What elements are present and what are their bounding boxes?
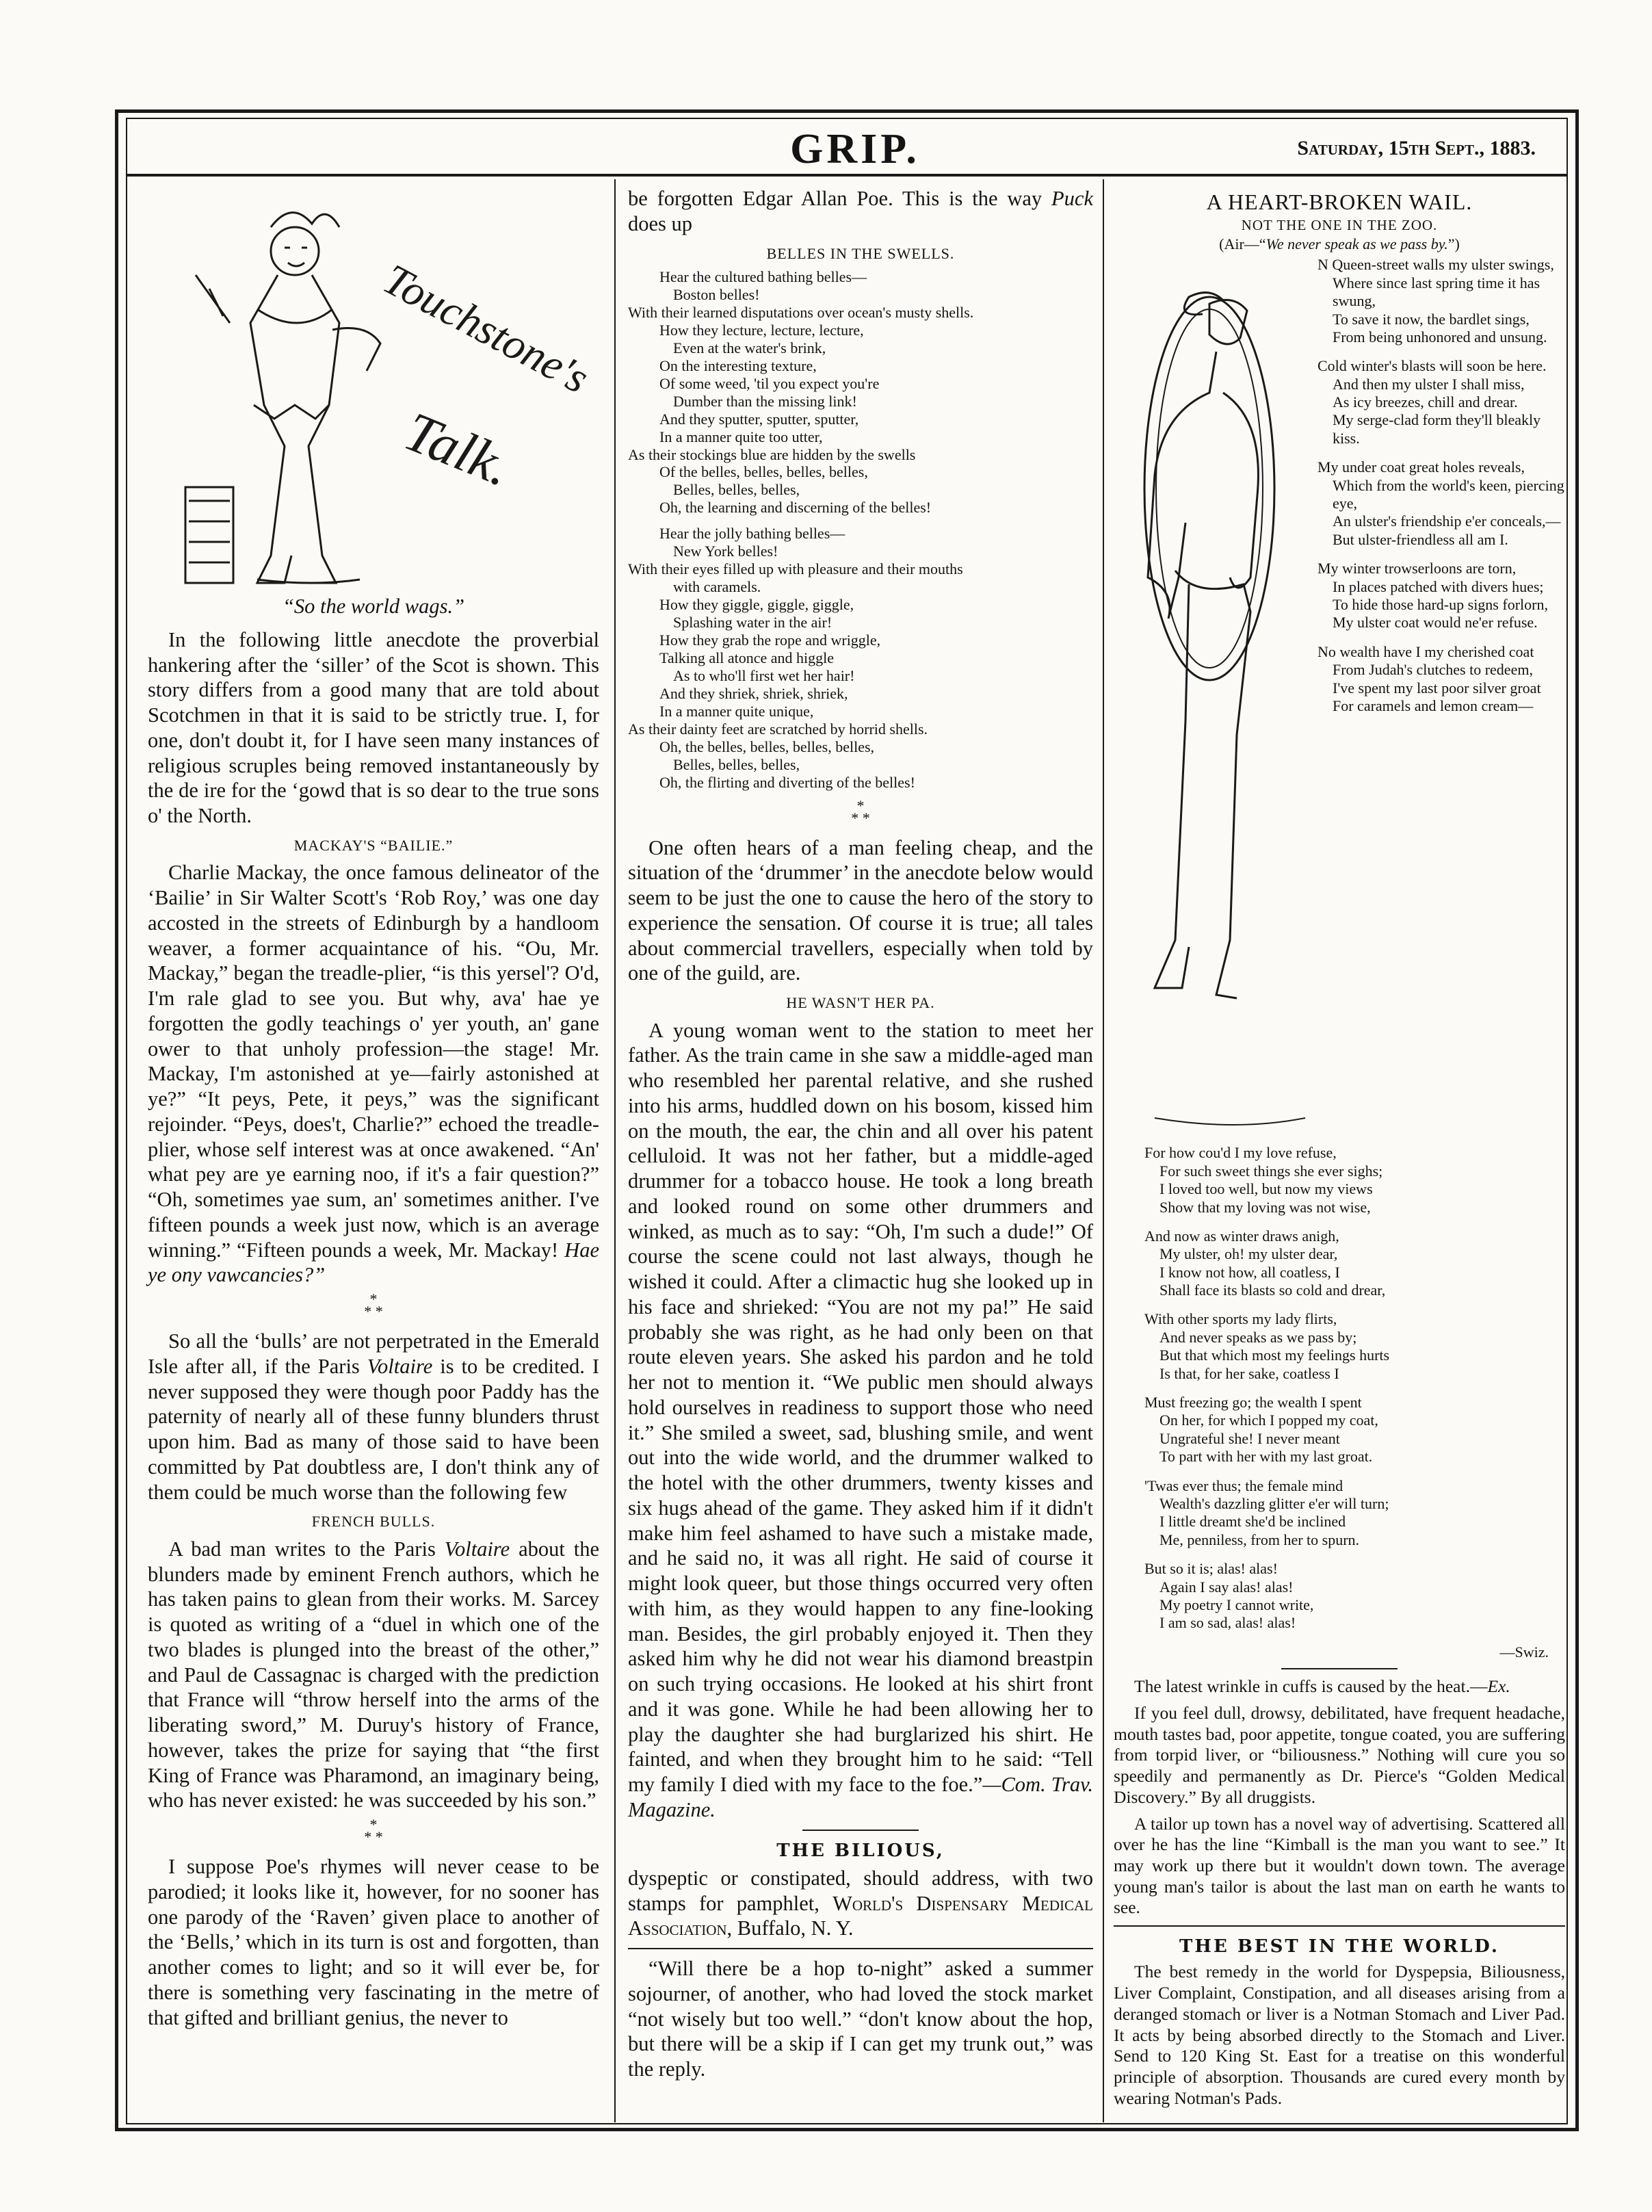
poem-line: Hear the cultured bathing belles— bbox=[659, 268, 867, 285]
poem-line: With their learned disputations over ocean's musty shells. bbox=[628, 303, 974, 321]
poem-stanza bbox=[1317, 256, 1565, 346]
poem-stanza bbox=[1317, 560, 1565, 632]
poem-line: As their dainty feet are scratched by horrid shells. bbox=[628, 720, 928, 738]
touchstone-illustration bbox=[175, 186, 597, 590]
poem-line: Talking all atonce and higgle bbox=[659, 649, 835, 667]
poem-line: From being unhonored and unsung. bbox=[1333, 328, 1547, 346]
poem-stanza bbox=[628, 525, 1093, 791]
poem-line: How they grab the rope and wriggle, bbox=[659, 632, 881, 649]
poem-line: How they lecture, lecture, lecture, bbox=[659, 321, 864, 339]
paragraph: If you feel dull, drowsy, debilitated, have frequent headache, mouth tastes bad, poor appetite, tongue coated, you are suffering from torpid liver, or “biliousness.” Nothing will cure you so speedily and permanently as Dr. Pierce's “Golden Medical Discovery.” By all druggists. bbox=[1114, 1702, 1565, 1807]
poem-line: My serge-clad form they'll bleakly kiss. bbox=[1333, 411, 1541, 447]
section-heading: BELLES IN THE SWELLS. bbox=[766, 244, 955, 262]
paragraph-text: The latest wrinkle in cuffs is caused by the heat.— bbox=[1134, 1676, 1488, 1697]
poem-line: Shall face its blasts so cold and drear, bbox=[1159, 1281, 1386, 1299]
paragraph bbox=[148, 1537, 599, 1813]
poem-subtitle: NOT THE ONE IN THE ZOO. bbox=[1241, 216, 1438, 233]
illustration-caption: “So the world wags.” bbox=[282, 595, 465, 618]
masthead-rule bbox=[126, 174, 1568, 177]
poem-line: Is that, for her sake, coatless I bbox=[1159, 1364, 1339, 1382]
man-at-mirror-illustration bbox=[1114, 256, 1319, 1144]
wail-block bbox=[1114, 256, 1565, 1144]
italic-text: Voltaire bbox=[367, 1354, 433, 1378]
poem-line: Again I say alas! alas! bbox=[1159, 1578, 1294, 1596]
talk-lettering: Talk. bbox=[396, 400, 521, 499]
poem-line: My under coat great holes reveals, bbox=[1317, 458, 1525, 476]
poem-line: With other sports my lady flirts, bbox=[1144, 1310, 1337, 1328]
asterism: * * * bbox=[364, 1816, 383, 1845]
paragraph-text: be forgotten Edgar Allan Poe. This is the way bbox=[628, 187, 1052, 210]
poem-line: With their eyes filled up with pleasure and their mouths bbox=[628, 560, 963, 578]
poem-line: 'Twas ever thus; the female mind bbox=[1144, 1476, 1343, 1494]
poem-line: Splashing water in the air! bbox=[673, 614, 832, 632]
section-heading: HE WASN'T HER PA. bbox=[786, 994, 935, 1012]
paragraph bbox=[628, 186, 1093, 237]
poem-line: Belles, belles, belles, bbox=[673, 755, 800, 773]
poem-stanzas-beside-art bbox=[1317, 256, 1565, 726]
poem-title: A HEART-BROKEN WAIL. bbox=[1206, 190, 1473, 214]
divider bbox=[1281, 1668, 1398, 1669]
poem-line: And they sputter, sputter, sputter, bbox=[659, 410, 859, 428]
source-credit: —Com. Trav. Magazine. bbox=[628, 1773, 1093, 1821]
poem-line: Me, penniless, from her to spurn. bbox=[1159, 1531, 1360, 1548]
source-credit: Ex. bbox=[1487, 1676, 1510, 1697]
column-2 bbox=[628, 186, 1093, 2087]
poem-line: Of the belles, belles, belles, belles, bbox=[659, 463, 868, 481]
poem-stanza bbox=[1144, 1227, 1565, 1300]
poem-line: On the interesting texture, bbox=[659, 356, 817, 374]
advertisement-heading: THE BILIOUS, bbox=[776, 1840, 945, 1861]
paragraph: A tailor up town has a novel way of advertising. Scattered all over he has the line “Kimball is the man you want to see.” It may work up there but it wouldn't down town. The average young man's tailor is about the last man on earth he wants to see. bbox=[1114, 1813, 1565, 1918]
paragraph-text: does up bbox=[628, 211, 693, 235]
paragraph-text: , Buffalo, N. Y. bbox=[726, 1916, 854, 1940]
poem-line: In a manner quite too utter, bbox=[659, 428, 823, 445]
poem-line: Where since last spring time it has swung, bbox=[1333, 274, 1540, 310]
poem-line: Wealth's dazzling glitter e'er will turn; bbox=[1159, 1494, 1389, 1512]
air-text: (Air—“ bbox=[1219, 235, 1266, 252]
poem-line: Belles, belles, belles, bbox=[673, 481, 800, 499]
italic-text: Hae ye ony vawcancies?” bbox=[148, 1238, 599, 1287]
poem-line: To save it now, the bardlet sings, bbox=[1333, 310, 1530, 328]
poem-line: And then my ulster I shall miss, bbox=[1333, 375, 1525, 393]
touchstone-lettering: Touchstone's bbox=[376, 254, 597, 403]
poem-line: And now as winter draws anigh, bbox=[1144, 1227, 1339, 1245]
poem-line: As icy breezes, chill and drear. bbox=[1333, 393, 1518, 411]
poem-line: But so it is; alas! alas! bbox=[1144, 1560, 1278, 1578]
poem-line: How they giggle, giggle, giggle, bbox=[659, 596, 854, 614]
poem-line: Of some weed, 'til you expect you're bbox=[659, 374, 880, 392]
poem-line: And never speaks as we pass by; bbox=[1159, 1328, 1357, 1346]
poem-line: And they shriek, shriek, shriek, bbox=[659, 684, 848, 702]
masthead-title: GRIP. bbox=[790, 126, 920, 172]
paragraph-text: A bad man writes to the Paris bbox=[168, 1537, 445, 1561]
poem-line: To hide those hard-up signs forlorn, bbox=[1333, 595, 1548, 613]
poem-signature: —Swiz. bbox=[1499, 1643, 1549, 1661]
poem-line: I little dreamt she'd be inclined bbox=[1159, 1513, 1346, 1531]
divider bbox=[628, 1948, 1093, 1949]
section-heading: MACKAY'S “BAILIE.” bbox=[293, 836, 454, 854]
poem-line: N Queen-street walls my ulster swings, bbox=[1317, 256, 1554, 274]
poem-line: In a manner quite unique, bbox=[659, 702, 814, 720]
paragraph-text: So all the ‘bulls’ are not perpetrated in the Emerald Isle after all, if the Paris bbox=[148, 1329, 599, 1378]
poem-stanza bbox=[1317, 357, 1565, 447]
paragraph bbox=[148, 860, 599, 1288]
paragraph: I suppose Poe's rhymes will never cease to be parodied; it looks like it, however, for no sooner has one parody of the ‘Raven’ given place to another of the ‘Bells,’ which in its turn is ost and forgotten, than another comes to light; and so it will ever be, for there is something very fascinating in the metre of that gifted and brilliant genius, the never to bbox=[148, 1855, 599, 2029]
advertisement-text: The best remedy in the world for Dyspepsia, Biliousness, Liver Complaint, Constipation, and all diseases arising from a deranged stomach or liver is a Notman Stomach and Liver Pad. It acts by being absorbed directly to the Stomach and Liver. Send to 120 King St. East for a treatise on this wonderful principle of absorption. Thousands are cured every month by wearing Notman's Pads. bbox=[1114, 1962, 1565, 2108]
poem-line: But that which most my feelings hurts bbox=[1159, 1346, 1390, 1364]
asterism: * * * bbox=[851, 796, 870, 827]
column-1 bbox=[148, 186, 599, 2035]
column-rule-2 bbox=[1103, 179, 1104, 2122]
organization-name: World's Dispensary Medical Association bbox=[628, 1891, 1093, 1940]
poem-line: My ulster, oh! my ulster dear, bbox=[1159, 1245, 1338, 1263]
poem-line: Must freezing go; the wealth I spent bbox=[1144, 1394, 1362, 1411]
asterism: * * * bbox=[364, 1290, 383, 1320]
poem-line: In places patched with divers hues; bbox=[1333, 577, 1544, 595]
poem-line: Ungrateful she! I never meant bbox=[1159, 1429, 1340, 1447]
divider bbox=[1114, 1925, 1565, 1927]
italic-text: Voltaire bbox=[444, 1537, 510, 1561]
poem-line: My poetry I cannot write, bbox=[1159, 1596, 1314, 1613]
paragraph-text: Charlie Mackay, the once famous delineator of the ‘Bailie’ in Sir Walter Scott's ‘Rob Roy,’ was one day accosted in the streets of Edinburgh by a handloom weaver, a former acquaintance of his. “Ou, Mr. Mackay,” began the treadle-plier, “is this yersel'? O'd, I'm rale glad to see you. But why, ava' hae ye forgotten the godly teachings o' yer youth, an' gane ower to that unholy profession—the stage! Mr. Mackay, I'm astonished at ye—fairly astonished at ye?” “It peys, Pete, it peys,” was the significant rejoinder. “Peys, does't, Charlie?” echoed the treadle-plier, whose self interest was at once awakened. “An' what pey are ye earning noo, if it's a fair question?” “Oh, sometimes yae sum, an' sometimes anither. I've fifteen pounds a week just now, which is an average winning.” “Fifteen pounds a week, Mr. Mackay! bbox=[148, 861, 599, 1262]
section-heading: FRENCH BULLS. bbox=[311, 1513, 436, 1531]
advertisement-text bbox=[628, 1866, 1093, 1941]
poem-stanza bbox=[1144, 1310, 1565, 1383]
paragraph: “Will there be a hop to-night” asked a summer sojourner, of another, who had loved the stock market “not wisely but too well.” “don't know about the hop, but there will be a skip if I can get my trunk out,” was the reply. bbox=[628, 1957, 1093, 2081]
poem-line: No wealth have I my cherished coat bbox=[1317, 642, 1534, 660]
poem-air-note bbox=[1114, 235, 1565, 254]
poem-line: Show that my loving was not wise, bbox=[1159, 1198, 1371, 1216]
poem-stanza bbox=[1144, 1560, 1565, 1632]
poem-line: An ulster's friendship e'er conceals,— bbox=[1333, 512, 1561, 530]
poem-line: Oh, the learning and discerning of the belles! bbox=[659, 499, 932, 517]
paragraph bbox=[148, 1329, 599, 1505]
poem-line: Even at the water's brink, bbox=[673, 339, 826, 356]
poem-line: I know not how, all coatless, I bbox=[1159, 1263, 1340, 1281]
poem-line: with caramels. bbox=[673, 578, 761, 596]
paragraph bbox=[1114, 1676, 1565, 1697]
poem-line: Dumber than the missing link! bbox=[673, 392, 857, 410]
advertisement-heading: THE BEST IN THE WORLD. bbox=[1179, 1936, 1499, 1957]
masthead-date: Saturday, 15th Sept., 1883. bbox=[1297, 137, 1536, 159]
poem-line: Hear the jolly bathing belles— bbox=[659, 525, 845, 543]
paragraph: In the following little anecdote the proverbial hankering after the ‘siller’ of the Scot is shown. This story differs from a good many that are told about Scotchmen in that it is said to be strictly true. I, for one, don't doubt it, for I have seen many instances of religious scruples being removed instantaneously by the de ire for the ‘gowd that is so dear to the true sons o' the North. bbox=[148, 627, 599, 827]
air-text: ”) bbox=[1447, 235, 1460, 252]
poem-line: But ulster-friendless all am I. bbox=[1333, 530, 1508, 548]
poem-line: Which from the world's keen, piercing eye, bbox=[1333, 476, 1564, 512]
poem-stanza bbox=[1317, 643, 1565, 716]
poem-line: Oh, the belles, belles, belles, belles, bbox=[659, 738, 875, 755]
jester-figure-drawing bbox=[175, 186, 597, 590]
poem-line: Oh, the flirting and diverting of the belles! bbox=[659, 773, 915, 791]
divider bbox=[802, 1830, 919, 1831]
poem-line: To part with her with my last groat. bbox=[1159, 1448, 1373, 1466]
paragraph-text: dyspeptic or constipated, should address, with two stamps for pamphlet, bbox=[628, 1866, 1093, 1915]
paragraph: One often hears of a man feeling cheap, and the situation of the ‘drummer’ in the anecdote below would seem to be just the one to cause the hero of the story to experience the sensation. Of course it is true; all tales about commercial travellers, especially when told by one of the guild, are. bbox=[628, 835, 1093, 985]
poem-line: Cold winter's blasts will soon be here. bbox=[1317, 357, 1547, 375]
paragraph-text: about the blunders made by eminent French authors, which he has taken pains to glean from their works. M. Sarcey is quoted as writing of a “duel in which one of the two blades is plunged into the breast of the other,” and Paul de Cassagnac is charged with the prediction that France will “throw herself into the arms of the liberating sword,” M. Duruy's history of France, however, takes the prize for saying that “the first King of France was Pharamond, an imaginary being, who has never existed: he was succeeded by his son.” bbox=[148, 1537, 599, 1812]
poem-line: As to who'll first wet her hair! bbox=[673, 666, 855, 684]
poem-line: As their stockings blue are hidden by the swells bbox=[628, 445, 916, 463]
paragraph-text: A young woman went to the station to meet her father. As the train came in she saw a middle-aged man who resembled her parental relative, and she rushed into his arms, huddled down on his bosom, kissed him on the mouth, the ear, the chin and all over his patent celluloid. It was not her father, but a middle-aged drummer for a tobacco house. He took a long breath and looked round on some other drummers and winked, as much as to say: “Oh, I'm such a dude!” Of course the scene could not last always, though he wished it could. After a climactic hug she looked up in his face and shrieked: “You are not my pa!” He said probably she was right, as he had only been on that route eleven years. She asked his pardon and he told her not to mention it. “We public men should always hold ourselves in readiness to support those who need it.” She smiled a sweet, sad, blushing smile, and went out into the wide world, and the drummer walked to the hotel with the other drummers, twenty kisses and six hugs ahead of the game. They asked him if it didn't make him feel ashamed to have such a mistake made, and he said no, it was all right. He said of course it might look queer, but those things occurred very often with him, as they would happen to any fine-looking man. Besides, the girl probably enjoyed it. Then they asked him why he did not wear his diamond breastpin on such trying occasions. He looked at his shirt front and it was gone. While he had been allowing her to play the daughter she had burglarized his shirt. He fainted, and when they brought him to he said: “Tell my family I died with my face to the foe.” bbox=[628, 1018, 1093, 1797]
poem-line: For such sweet things she ever sighs; bbox=[1159, 1162, 1383, 1180]
poem-line: From Judah's clutches to redeem, bbox=[1333, 661, 1533, 679]
column-rule-1 bbox=[614, 179, 616, 2122]
poem-stanza bbox=[628, 268, 1093, 517]
poem-line: On her, for which I popped my coat, bbox=[1159, 1411, 1378, 1429]
air-song-title: We never speak as we pass by. bbox=[1266, 235, 1448, 252]
poem-stanzas-below-art bbox=[1144, 1144, 1565, 1632]
poem-line: New York belles! bbox=[673, 543, 778, 560]
paragraph-text: is to be credited. I never supposed they were though poor Paddy has the paternity of nearly all of these funny blunders thrust upon him. Bad as many of those said to have been committed by Pat doubtless are, I don't think any of them could be much worse than the following few bbox=[148, 1354, 600, 1504]
man-with-mirror-drawing bbox=[1114, 256, 1319, 1144]
poem-line: My ulster coat would ne'er refuse. bbox=[1333, 614, 1538, 632]
poem-stanza bbox=[1144, 1144, 1565, 1216]
poem-stanza bbox=[1144, 1394, 1565, 1466]
poem-line: For caramels and lemon cream— bbox=[1333, 697, 1534, 714]
poem-stanza bbox=[1144, 1477, 1565, 1550]
poem-line: Boston belles! bbox=[673, 285, 760, 303]
column-3 bbox=[1114, 186, 1565, 2114]
poem-line: I loved too well, but now my views bbox=[1159, 1180, 1373, 1198]
poem-line: My winter trowserloons are torn, bbox=[1317, 560, 1517, 577]
italic-text: Puck bbox=[1051, 187, 1093, 210]
poem-line: For how cou'd I my love refuse, bbox=[1144, 1144, 1337, 1162]
poem-stanza bbox=[1317, 458, 1565, 549]
poem-line: I am so sad, alas! alas! bbox=[1159, 1614, 1296, 1632]
poem-line: I've spent my last poor silver groat bbox=[1333, 679, 1541, 697]
paragraph bbox=[628, 1018, 1093, 1823]
